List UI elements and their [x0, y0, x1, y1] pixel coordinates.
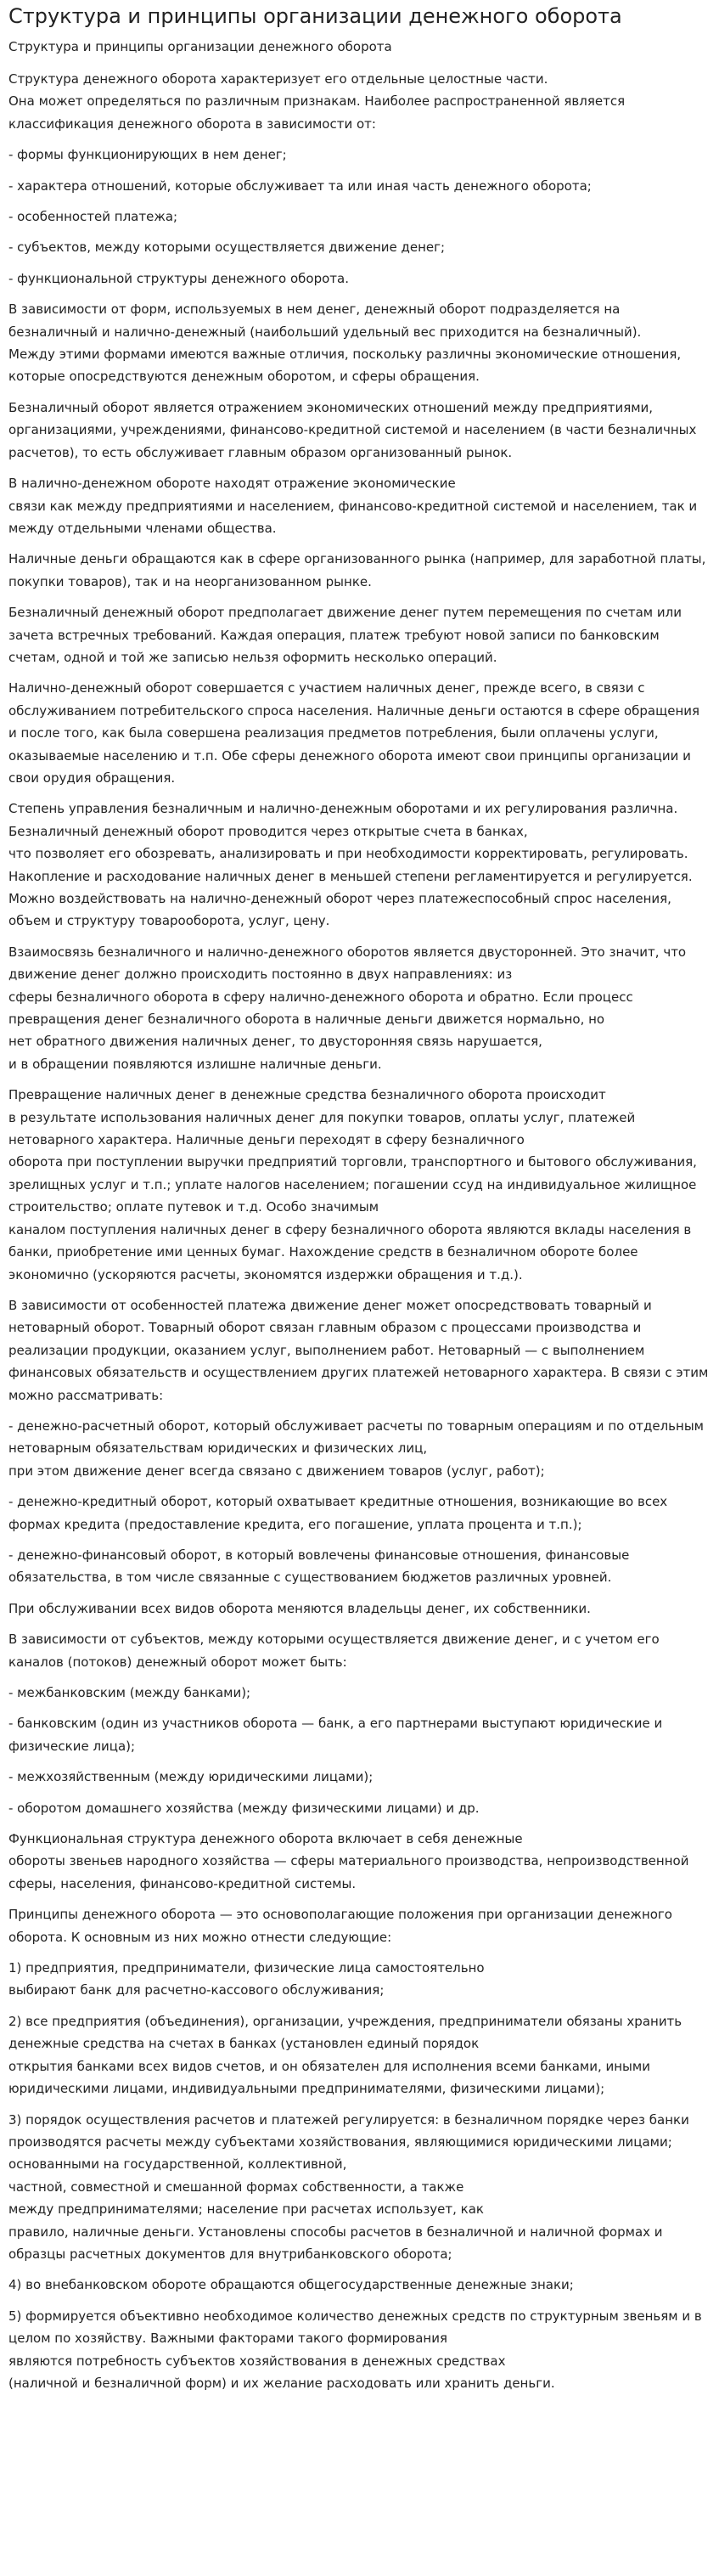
article-body: [8, 68, 711, 2394]
page-subtitle: Структура и принципы организации денежного оборота: [8, 39, 392, 54]
paragraph: - характера отношений, которые обслуживает та или иная часть денежного оборота;: [8, 178, 592, 194]
paragraph: - межхозяйственным (между юридическими лицами);: [8, 1769, 374, 1785]
paragraph: В зависимости от форм, используемых в нем денег, денежный оборот подразделяется на безналичный и налично-денежный (наибольший удельный вес приходится на безналичный). Между этими формами имеются важные отличия, поскольку различны экономические отношения, которые опосредствуются денежным оборотом, и сферы обращения.: [8, 302, 682, 385]
paragraph: Структура денежного оборота характеризует его отдельные целостные части. Она может определяться по различным признакам. Наиболее распространенной является классификация денежного оборота в зависимости от:: [8, 71, 626, 132]
paragraph: Безналичный денежный оборот предполагает движение денег путем перемещения по счетам или зачета встречных требований. Каждая операция, платеж требуют новой записи по банковским счетам, одной и той же записью нельзя оформить несколько операций.: [8, 605, 682, 665]
paragraph: Взаимосвязь безналичного и налично-денежного оборотов является двусторонней. Это значит, что движение денег должно происходить постоянно в двух направлениях: из сферы безналичного оборота в сферу налично-денежного оборота и обратно. Если процесс превращения денег безналичного оборота в наличные деньги движется нормально, но нет обратного движения наличных денег, то двусторонняя связь нарушается, и в обращении появляются излишне наличные деньги.: [8, 944, 687, 1072]
paragraph: Налично-денежный оборот совершается с участием наличных денег, прежде всего, в связи с обслуживанием потребительского спроса населения. Наличные деньги остаются в сфере обращения и после того, как была совершена реализация предметов потребления, были оплачены услуги, оказываемые населению и т.п. Обе сферы денежного оборота имеют свои принципы организации и свои орудия обращения.: [8, 680, 700, 786]
paragraph: - межбанковским (между банками);: [8, 1685, 251, 1700]
paragraph: Наличные деньги обращаются как в сфере организованного рынка (например, для заработной платы, покупки товаров), так и на неорганизованном рынке.: [8, 551, 706, 589]
paragraph: Функциональная структура денежного оборота включает в себя денежные обороты звеньев народного хозяйства — сферы материального производства, непроизводственной сферы, населения, финансово-кредитной системы.: [8, 1831, 689, 1891]
paragraph: - денежно-финансовый оборот, в который вовлечены финансовые отношения, финансовые обязательства, в том числе связанные с существованием бюджетов различных уровней.: [8, 1547, 630, 1586]
paragraph: В налично-денежном обороте находят отражение экономические связи как между предприятиями и населением, финансово-кредитной системой и населением, так и между отдельными членами общества.: [8, 476, 698, 536]
paragraph: 3) порядок осуществления расчетов и платежей регулируется: в безналичном порядке через банки производятся расчеты между субъектами хозяйствования, являющимися юридическими лицами; основанными на государственной, коллективной, частной, совместной и смешанной формах собственности, а также между предпринимателями; население при расчетах использует, как правило, наличные деньги. Установлены способы расчетов в безналичной и наличной формах и образцы расчетных документов для внутрибанковского оборота;: [8, 2111, 689, 2262]
paragraph: Безналичный оборот является отражением экономических отношений между предприятиями, организациями, учреждениями, финансово-кредитной системой и населением (в части безналичных расчетов), то есть обслуживает главным образом организованный рынок.: [8, 399, 697, 460]
paragraph: Принципы денежного оборота — это основополагающие положения при организации денежного оборота. К основным из них можно отнести следующие:: [8, 1907, 672, 1945]
paragraph: - особенностей платежа;: [8, 209, 178, 225]
paragraph: - банковским (один из участников оборота — банк, а его партнерами выступают юридические и физические лица);: [8, 1716, 663, 1754]
paragraph: 1) предприятия, предприниматели, физические лица самостоятельно выбирают банк для расчетно-кассового обслуживания;: [8, 1960, 485, 1998]
paragraph: - денежно-кредитный оборот, который охватывает кредитные отношения, возникающие во всех формах кредита (предоставление кредита, его погашение, уплата процента и т.п.);: [8, 1494, 668, 1532]
page-title: Структура и принципы организации денежного оборота: [8, 4, 622, 28]
paragraph: - денежно-расчетный оборот, который обслуживает расчеты по товарным операциям и по отдельным нетоварным обязательствам юридических и физических лиц, при этом движение денег всегда связано с движением товаров (услуг, работ);: [8, 1418, 704, 1479]
paragraph: При обслуживании всех видов оборота меняются владельцы денег, их собственники.: [8, 1600, 591, 1616]
paragraph: - субъектов, между которыми осуществляется движение денег;: [8, 240, 446, 256]
paragraph: В зависимости от субъектов, между которыми осуществляется движение денег, и с учетом его каналов (потоков) денежный оборот может быть:: [8, 1632, 660, 1670]
paragraph: 4) во внебанковском обороте обращаются общегосударственные денежные знаки;: [8, 2277, 574, 2293]
paragraph: Превращение наличных денег в денежные средства безналичного оборота происходит в результате использования наличных денег для покупки товаров, оплаты услуг, платежей нетоварного характера. Наличные деньги переходят в сферу безналичного оборота при поступлении выручки предприятий торговли, транспортного и бытового обслуживания, зрелищных услуг и т.п.; уплате налогов населением; погашении ссуд на индивидуальное жилищное строительство; оплате путевок и т.д. Особо значимым каналом поступления наличных денег в сферу безналичного оборота являются вклады населения в банки, приобретение ими ценных бумаг. Нахождение средств в безналичном обороте более экономично (ускоряются расчеты, экономятся издержки обращения и т.д.).: [8, 1087, 697, 1282]
paragraph: 2) все предприятия (объединения), организации, учреждения, предприниматели обязаны хранить денежные средства на счетах в банках (установлен единый порядок открытия банками всех видов счетов, и он обязателен для исполнения всеми банками, иными юридическими лицами, индивидуальными предпринимателями, физическими лицами);: [8, 2013, 682, 2097]
paragraph: - оборотом домашнего хозяйства (между физическими лицами) и др.: [8, 1800, 480, 1816]
paragraph: - функциональной структуры денежного оборота.: [8, 270, 349, 286]
paragraph: В зависимости от особенностей платежа движение денег может опосредствовать товарный и нетоварный оборот. Товарный оборот связан главным образом с процессами производства и реализации продукции, оказанием услуг, выполнением работ. Нетоварный — с выполнением финансовых обязательств и осуществлением других платежей нетоварного характера. В связи с этим можно рассматривать:: [8, 1297, 709, 1403]
paragraph: - формы функционирующих в нем денег;: [8, 147, 287, 163]
paragraph: Степень управления безналичным и налично-денежным оборотами и их регулирования различна. Безналичный денежный оборот проводится через открытые счета в банках, что позволяет его обозревать, анализировать и при необходимости корректировать, регулировать. Накопление и расходование наличных денег в меньшей степени регламентируется и регулируется. Можно воздействовать на налично-денежный оборот через платежеспособный спрос населения, объем и структуру товарооборота, услуг, цену.: [8, 801, 693, 929]
paragraph: 5) формируется объективно необходимое количество денежных средств по структурным звеньям и в целом по хозяйству. Важными факторами такого формирования являются потребность субъектов хозяйствования в денежных средствах (наличной и безналичной форм) и их желание расходовать или хранить деньги.: [8, 2308, 702, 2391]
